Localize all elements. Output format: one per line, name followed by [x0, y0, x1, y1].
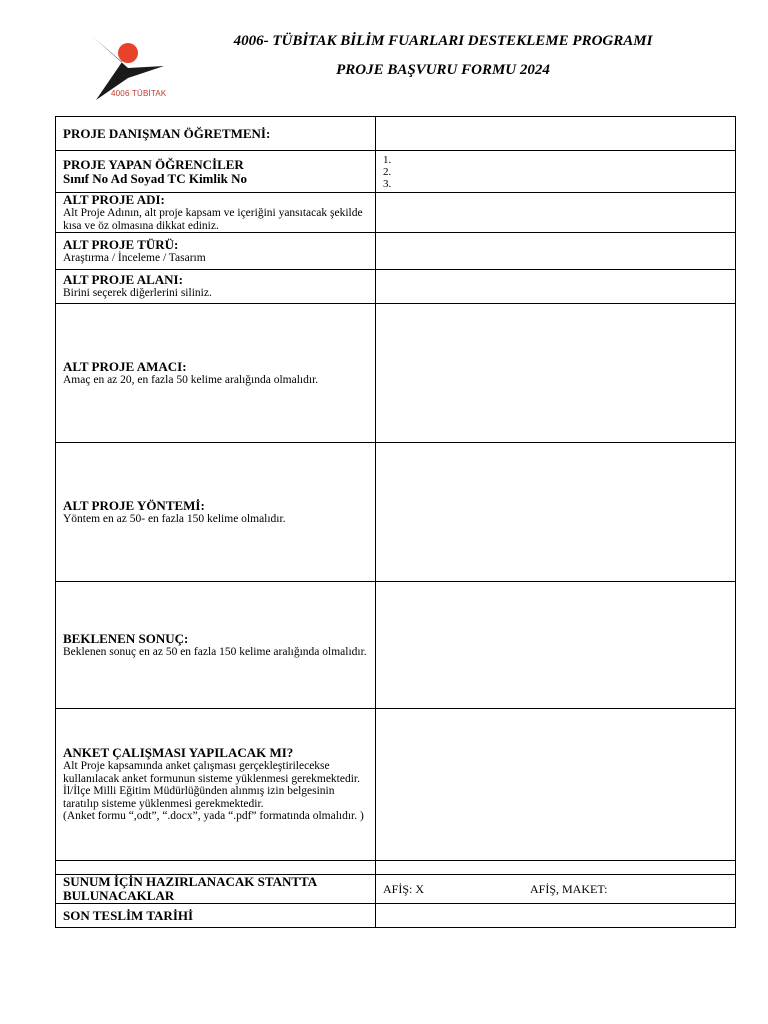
subproject-aim-hint: Amaç en az 20, en fazla 50 kelime aralığında olmalıdır.	[63, 373, 319, 386]
subproject-aim-row	[56, 304, 736, 443]
survey-hint-line-5: (Anket formu “,odt”, “.docx”, yada “.pdf” formatında olmalıdır. )	[63, 810, 364, 823]
students-sublabel: Sınıf No Ad Soyad TC Kimlik No	[63, 170, 247, 186]
form-title: PROJE BAŞVURU FORMU 2024	[336, 62, 550, 78]
subproject-method-input[interactable]	[376, 443, 736, 582]
survey-label: ANKET ÇALIŞMASI YAPILACAK MI?	[63, 745, 294, 761]
survey-label-cell	[56, 709, 376, 861]
subproject-field-row	[56, 270, 736, 304]
subproject-type-hint: Araştırma / İnceleme / Tasarım	[63, 251, 206, 264]
stand-option-afis[interactable]: AFİŞ: X	[383, 882, 425, 896]
survey-row	[56, 709, 736, 861]
subproject-field-label: ALT PROJE ALANI:	[63, 272, 183, 288]
logo-text: 4006 TÜBİTAK	[111, 89, 167, 98]
subproject-name-hint: Alt Proje Adının, alt proje kapsam ve içeriğini yansıtacak şekilde kısa ve öz olmasına dikkat ediniz.	[63, 207, 363, 232]
subproject-name-row	[56, 193, 736, 233]
spacer-cell-right	[376, 861, 736, 875]
students-row	[56, 151, 736, 193]
program-title: 4006- TÜBİTAK BİLİM FUARLARI DESTEKLEME PROGRAMI	[233, 33, 653, 49]
survey-hint-line-1: Alt Proje kapsamında anket çalışması gerçekleştirilecekse	[63, 760, 330, 773]
stand-label: SUNUM İÇİN HAZIRLANACAK STANTTA BULUNACAKLAR	[63, 874, 317, 903]
expected-result-hint: Beklenen sonuç en az 50 en fazla 150 kelime aralığında olmalıdır.	[63, 645, 367, 658]
subproject-type-input[interactable]	[376, 233, 736, 270]
subproject-field-hint: Birini seçerek diğerlerini siliniz.	[63, 287, 212, 300]
subproject-name-label-cell	[56, 193, 376, 233]
expected-result-row	[56, 582, 736, 709]
stand-label-cell	[56, 875, 376, 904]
survey-hint-line-4: taratılıp sisteme yüklenmesi gerekmektedir.	[63, 797, 264, 810]
advisor-label: PROJE DANIŞMAN ÖĞRETMENİ:	[63, 125, 271, 141]
subproject-aim-label: ALT PROJE AMACI:	[63, 358, 187, 374]
survey-hint-line-2: kullanılacak anket formunun sisteme yüklenmesi gerekmektedir.	[63, 772, 360, 785]
advisor-row	[56, 117, 736, 151]
student-slot-3: 3.	[383, 177, 392, 190]
subproject-method-label-cell	[56, 443, 376, 582]
student-slot-1: 1.	[383, 153, 392, 166]
students-input[interactable]	[376, 151, 736, 193]
deadline-row	[56, 904, 736, 928]
subproject-field-input[interactable]	[376, 270, 736, 304]
subproject-type-label: ALT PROJE TÜRÜ:	[63, 236, 179, 252]
survey-input[interactable]	[376, 709, 736, 861]
subproject-type-row	[56, 233, 736, 270]
advisor-input[interactable]	[376, 117, 736, 151]
students-label: PROJE YAPAN ÖĞRENCİLER	[63, 156, 244, 172]
subproject-method-row	[56, 443, 736, 582]
survey-hint-line-3: İl/İlçe Milli Eğitim Müdürlüğünden alınmış izin belgesinin	[63, 785, 335, 798]
spacer-cell-left	[56, 861, 376, 875]
spacer-row	[56, 861, 736, 875]
student-slot-2: 2.	[383, 165, 392, 178]
stand-option-afis-maket[interactable]: AFİŞ, MAKET:	[530, 882, 608, 896]
expected-result-label: BEKLENEN SONUÇ:	[63, 630, 189, 646]
subproject-aim-label-cell	[56, 304, 376, 443]
deadline-label-cell	[56, 904, 376, 928]
subproject-name-label: ALT PROJE ADI:	[63, 192, 165, 207]
deadline-label: SON TESLİM TARİHİ	[63, 907, 194, 923]
subproject-method-hint: Yöntem en az 50- en fazla 150 kelime olmalıdır.	[63, 512, 286, 525]
subproject-field-label-cell	[56, 270, 376, 304]
stand-row	[56, 875, 736, 904]
advisor-label-cell	[56, 117, 376, 151]
subproject-aim-input[interactable]	[376, 304, 736, 443]
subproject-type-label-cell	[56, 233, 376, 270]
expected-result-label-cell	[56, 582, 376, 709]
deadline-input[interactable]	[376, 904, 736, 928]
subproject-name-input[interactable]	[376, 193, 736, 233]
expected-result-input[interactable]	[376, 582, 736, 709]
subproject-method-label: ALT PROJE YÖNTEMİ:	[63, 497, 205, 513]
students-label-cell	[56, 151, 376, 193]
stand-input[interactable]	[376, 875, 736, 904]
application-form	[55, 116, 736, 928]
